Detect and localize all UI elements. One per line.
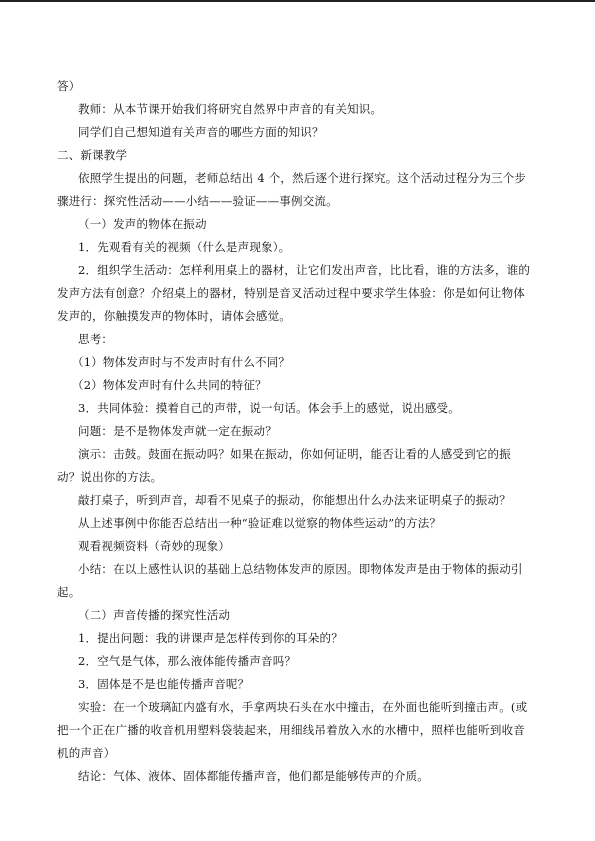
text-line: 思考： [78, 332, 114, 346]
text-line: 发声方法有创意？介绍桌上的器材，特别是音叉活动过程中要求学生体验：你是如何让物体 [57, 286, 525, 300]
text-line: 从上述事例中你能否总结出一种“验证难以觉察的物体些运动”的方法？ [78, 516, 442, 530]
text-line: 结论：气体、液体、固体都能传播声音，他们都是能够传声的介质。 [78, 769, 429, 783]
text-line: 实验：在一个玻璃缸内盛有水，手拿两块石头在水中撞击，在外面也能听到撞击声。(或 [78, 700, 528, 714]
text-line: 1．先观看有关的视频（什么是声现象）。 [78, 240, 291, 254]
text-line: 动？说出你的方法。 [57, 470, 163, 484]
text-line: 问题：是不是物体发声就一定在振动？ [78, 424, 277, 438]
text-line: 教师：从本节课开始我们将研究自然界中声音的有关知识。 [78, 102, 383, 116]
text-line: 依照学生提出的问题，老师总结出 4 个，然后逐个进行探究。这个活动过程分为三个步 [78, 171, 527, 185]
text-line: 把一个正在广播的收音机用塑料袋装起来，用细线吊着放入水的水槽中，照样也能听到收音 [57, 723, 525, 737]
text-line: 3．固体是不是也能传播声音呢？ [78, 677, 250, 691]
text-line: 起。 [57, 585, 81, 599]
subsection-heading: （一）发声的物体在振动 [78, 217, 207, 231]
text-line: 敲打桌子，听到声音，却看不见桌子的振动，你能想出什么办法来证明桌子的振动？ [78, 493, 511, 507]
text-line: 2．组织学生活动：怎样利用桌上的器材，让它们发出声音，比比看，谁的方法多，谁的 [78, 263, 531, 277]
text-line: 骤进行：探究性活动——小结——验证——事例交流。 [57, 194, 338, 208]
text-line: 同学们自己想知道有关声音的哪些方面的知识？ [78, 125, 324, 139]
section-heading: 二、新课教学 [57, 148, 128, 162]
text-line: 机的声音） [57, 746, 116, 760]
text-line: 3．共同体验：摸着自己的声带，说一句话。体会手上的感觉，说出感受。 [78, 401, 460, 415]
text-line: 答） [57, 79, 81, 93]
text-line: 2．空气是气体，那么液体能传播声音吗？ [78, 654, 297, 668]
text-line: （2）物体发声时有什么共同的特征？ [72, 378, 267, 392]
text-line: （1）物体发声时与不发声时有什么不同？ [72, 355, 291, 369]
text-line: 发声的，你触摸发声的物体时，请体会感觉。 [57, 309, 291, 323]
text-line: 演示：击鼓。鼓面在振动吗？如果在振动，你如何证明，能否让看的人感受到它的振 [78, 447, 511, 461]
subsection-heading: （二）声音传播的探究性活动 [78, 608, 231, 622]
text-line: 1．提出问题：我的讲课声是怎样传到你的耳朵的？ [78, 631, 343, 645]
text-line: 观看视频资料（奇妙的现象） [78, 539, 231, 553]
text-line: 小结：在以上感性认识的基础上总结物体发声的原因。即物体发声是由于物体的振动引 [78, 562, 523, 576]
